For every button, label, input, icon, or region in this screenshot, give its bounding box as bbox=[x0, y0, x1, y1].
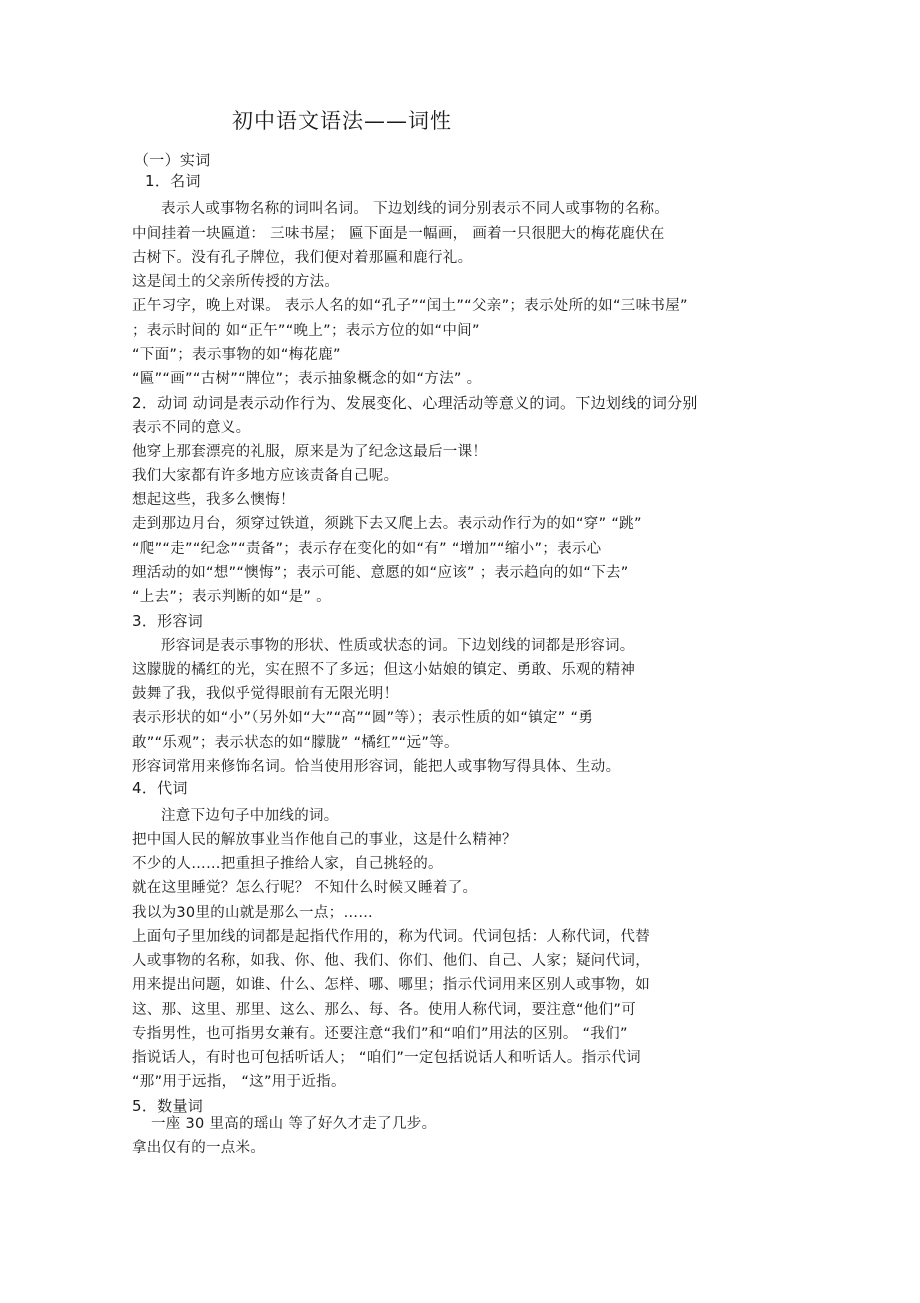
text-line: 他穿上那套漂亮的礼服，原来是为了纪念这最后一课！ bbox=[132, 444, 488, 460]
text-line: 一座 30 里高的瑶山 等了好久才走了几步。 bbox=[151, 1116, 437, 1132]
text-line: 指说话人，有时也可包括听话人； “咱们”一定包括说话人和听话人。指示代词 bbox=[132, 1050, 641, 1066]
text-line: 注意下边句子中加线的词。 bbox=[161, 808, 339, 824]
text-line: 这、那、这里、那里、这么、那么、每、各。使用人称代词，要注意“他们”可 bbox=[132, 1002, 637, 1018]
text-line: 理活动的如“想”“懊悔”；表示可能、意愿的如“应该” ；表示趋向的如“下去” bbox=[132, 565, 629, 581]
heading-dongci: 2．动词 动词是表示动作行为、发展变化、心理活动等意义的词。下边划线的词分别 bbox=[132, 394, 698, 412]
text-line: “上去”；表示判断的如“是” 。 bbox=[132, 589, 331, 605]
text-line: 正午习字，晚上对课。 表示人名的如“孔子”“闰土”“父亲”；表示处所的如“三味书屋” bbox=[132, 298, 688, 314]
text-line: 鼓舞了我，我似乎觉得眼前有无限光明！ bbox=[132, 686, 399, 702]
text-line: 用来提出问题，如谁、什么、怎样、哪、哪里；指示代词用来区别人或事物，如 bbox=[132, 977, 650, 993]
text-line: 专指男性，也可指男女兼有。还要注意“我们”和“咱们”用法的区别。 “我们” bbox=[132, 1026, 628, 1042]
text-line: 中间挂着一块匾道： 三味书屋； 匾下面是一幅画， 画着一只很肥大的梅花鹿伏在 bbox=[132, 226, 665, 242]
text-line: ；表示时间的 如“正午”“晚上”；表示方位的如“中间” bbox=[132, 323, 480, 339]
text-line: 这朦胧的橘红的光，实在照不了多远；但这小姑娘的镇定、勇敢、乐观的精神 bbox=[132, 662, 636, 678]
page-title: 初中语文语法——词性 bbox=[232, 109, 452, 133]
text-line: 人或事物的名称，如我、你、他、我们、你们、他们、自己、人家；疑问代词， bbox=[132, 953, 650, 969]
text-line: 古树下。没有孔子牌位，我们便对着那匾和鹿行礼。 bbox=[132, 250, 473, 266]
text-line: 我以为30里的山就是那么一点；…… bbox=[132, 905, 374, 921]
text-line: 不少的人……把重担子推给人家，自己挑轻的。 bbox=[132, 856, 443, 872]
text-line: “那”用于远指， “这”用于近指。 bbox=[132, 1074, 346, 1090]
heading-daici: 4．代词 bbox=[132, 779, 188, 797]
text-line: 形容词是表示事物的形状、性质或状态的词。下边划线的词都是形容词。 bbox=[161, 638, 635, 654]
text-line: 上面句子里加线的词都是起指代作用的，称为代词。代词包括：人称代词，代替 bbox=[132, 929, 650, 945]
text-line: 想起这些，我多么懊悔！ bbox=[132, 492, 295, 508]
section-heading-shici: （一）实词 bbox=[134, 151, 211, 169]
text-line: 表示形状的如“小”（另外如“大”“高”“圆”等）；表示性质的如“镇定” “勇 bbox=[132, 710, 594, 726]
text-line: 表示人或事物名称的词叫名词。 下边划线的词分别表示不同人或事物的名称。 bbox=[161, 201, 670, 217]
text-line: 形容词常用来修饰名词。恰当使用形容词，能把人或事物写得具体、生动。 bbox=[132, 759, 621, 775]
text-line: 我们大家都有许多地方应该责备自己呢。 bbox=[132, 468, 399, 484]
text-line: 就在这里睡觉？怎么行呢？ 不知什么时候又睡着了。 bbox=[132, 880, 478, 896]
text-line: “下面”；表示事物的如“梅花鹿” bbox=[132, 347, 341, 363]
text-line: 拿出仅有的一点米。 bbox=[132, 1140, 266, 1156]
text-line: 敢”“乐观”；表示状态的如“朦胧” “橘红”“远”等。 bbox=[132, 735, 459, 751]
heading-mingci: 1．名词 bbox=[145, 172, 201, 190]
text-line: 这是闰土的父亲所传授的方法。 bbox=[132, 274, 340, 290]
text-line: 走到那边月台，须穿过铁道，须跳下去又爬上去。表示动作行为的如“穿” “跳” bbox=[132, 516, 642, 532]
text-line: “匾”“画”“古树”“牌位”；表示抽象概念的如“方法” 。 bbox=[132, 371, 482, 387]
heading-xingrongci: 3．形容词 bbox=[132, 612, 204, 630]
text-line: “爬”“走”“纪念”“责备”；表示存在变化的如“有” “增加”“缩小”；表示心 bbox=[132, 541, 602, 557]
text-line: 把中国人民的解放事业当作他自己的事业，这是什么精神？ bbox=[132, 832, 517, 848]
text-line: 表示不同的意义。 bbox=[132, 420, 251, 436]
heading-shuliangci: 5．数量词 bbox=[132, 1097, 204, 1115]
